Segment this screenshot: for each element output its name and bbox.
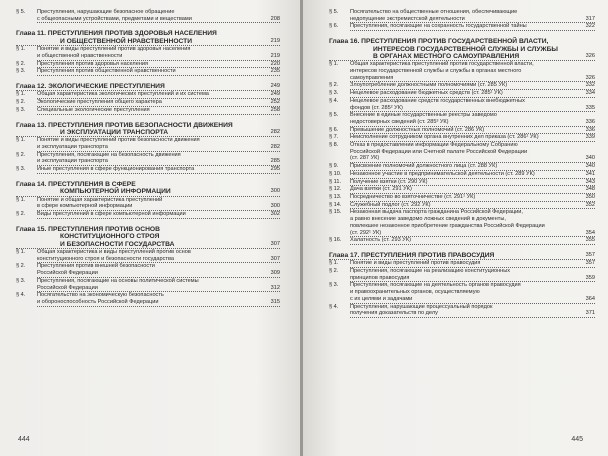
toc-section-entry [329, 260, 595, 268]
section-title: Иные преступления в сфере функционирования транспорта [37, 166, 195, 173]
toc-section-entry [329, 112, 595, 119]
toc-section-entry [16, 46, 280, 53]
chapter-heading [16, 30, 280, 37]
toc-entry-continuation [350, 289, 595, 296]
toc-entry-continuation [350, 223, 595, 230]
toc-section-entry [329, 268, 595, 275]
toc-section-entry [329, 303, 595, 311]
section-number: § 5. [329, 9, 339, 15]
section-title: Дача взятки (ст. 291 УК) [350, 186, 412, 193]
page-reference: 355 [585, 237, 595, 244]
chapter-heading [16, 122, 280, 129]
toc-section-entry [329, 170, 595, 179]
section-title: с их целями и задачами [350, 295, 413, 302]
toc-entry-continuation [350, 105, 595, 113]
section-title: повлекшее незаконное приобретение гражданства Российской Федерации [350, 222, 545, 229]
toc-section-entry [329, 178, 595, 187]
page-reference: 300 [270, 203, 280, 210]
section-title: Преступления, посягающие на реализацию конституционных [350, 268, 511, 275]
section-number: § 8. [329, 142, 339, 149]
right-page [303, 0, 608, 456]
toc-entry-continuation [37, 203, 280, 211]
toc-section-entry [329, 97, 595, 105]
page-reference: 340 [585, 163, 595, 170]
toc-entry-continuation [37, 16, 280, 24]
section-title: Посягательство на экономическую безопасность [37, 292, 164, 299]
section-number: § 2. [329, 82, 339, 89]
chapter-title: ИНТЕРЕСОВ ГОСУДАРСТВЕННОЙ СЛУЖБЫ И СЛУЖБЫ [373, 45, 558, 53]
toc-section-entry [329, 163, 595, 171]
page-reference: 343 [585, 178, 595, 185]
section-title: Нецелевое расходование средств государственных внебюджетных [350, 97, 525, 104]
section-number: § 2. [329, 268, 339, 275]
page-reference: 300 [270, 188, 280, 195]
section-number: § 6. [329, 23, 339, 30]
section-title: Незаконное участие в предпринимательской деятельности (ст. 289 УК) [350, 170, 535, 177]
toc-section-entry [329, 237, 595, 245]
page-reference: 307 [270, 255, 280, 262]
section-title: а равно внесение заведомо ложных сведений в документы, [350, 216, 506, 223]
section-title: Преступления против здоровья населения [37, 60, 149, 67]
toc-entry-continuation [350, 275, 595, 283]
toc-entry-continuation [37, 270, 280, 278]
page-reference: 326 [585, 74, 595, 81]
section-number: § 7. [329, 134, 339, 141]
toc-section-entry [329, 193, 595, 202]
section-title: в сфере компьютерной информации [37, 203, 133, 210]
toc-entry-continuation [350, 230, 595, 238]
section-number: § 3. [16, 277, 26, 284]
chapter-title: Глава 13. ПРЕСТУПЛЕНИЯ ПРОТИВ БЕЗОПАСНОСТИ ДВИЖЕНИЯ [16, 121, 233, 129]
section-number: § 16. [329, 237, 342, 244]
page-reference: 235 [270, 68, 280, 75]
toc-section-entry [16, 277, 280, 285]
toc-entry-continuation [350, 68, 595, 75]
section-title: Преступления, посягающие на основы политической системы [37, 277, 199, 284]
toc-entry-continuation [350, 119, 595, 127]
page-number-left: 444 [18, 436, 30, 443]
page-reference: 302 [270, 211, 280, 218]
page-reference: 359 [585, 274, 595, 281]
page-reference: 336 [585, 118, 595, 125]
page-reference: 336 [585, 126, 595, 133]
chapter-heading [16, 38, 280, 46]
section-title: Преступления против внешней безопасности [37, 263, 155, 270]
section-number: § 6. [329, 126, 339, 133]
section-title: и правоохранительных органов, осуществляемую [350, 289, 480, 296]
page-reference: 282 [270, 128, 280, 135]
left-page [0, 0, 302, 456]
section-number: § 2. [16, 60, 26, 67]
page-reference: 312 [270, 284, 280, 291]
section-number: § 5. [329, 112, 339, 119]
page-reference: 315 [270, 298, 280, 305]
toc-section-entry [16, 151, 280, 159]
chapter-title: И ЭКСПЛУАТАЦИИ ТРАНСПОРТА [60, 128, 169, 136]
section-title: Отказ в предоставлении информации Федеральному Собранию [350, 142, 518, 149]
chapter-title: Глава 17. ПРЕСТУПЛЕНИЯ ПРОТИВ ПРАВОСУДИЯ [329, 251, 495, 259]
page-reference: 326 [585, 52, 595, 59]
page-reference: 208 [270, 15, 280, 22]
chapter-heading [329, 46, 595, 53]
chapter-title: Глава 16. ПРЕСТУПЛЕНИЯ ПРОТИВ ГОСУДАРСТВЕННОЙ ВЛАСТИ, [329, 38, 549, 46]
section-number: § 1. [16, 137, 26, 144]
section-title: Преступления, посягающие на сохранность государственной тайны [350, 23, 527, 30]
section-number: § 1. [16, 196, 26, 203]
chapter-title: КОМПЬЮТЕРНОЙ ИНФОРМАЦИИ [60, 188, 171, 196]
page-reference: 332 [585, 82, 595, 89]
section-title: и общественной нравственности [37, 52, 123, 59]
chapter-title: Глава 12. ЭКОЛОГИЧЕСКИЕ ПРЕСТУПЛЕНИЯ [16, 83, 165, 91]
chapter-title: Глава 11. ПРЕСТУПЛЕНИЯ ПРОТИВ ЗДОРОВЬЯ НАСЕЛЕНИЯ [16, 30, 217, 38]
toc-section-entry [16, 292, 280, 299]
page-reference: 249 [270, 83, 280, 90]
section-title: Посредничество во взяточничестве (ст. 291¹ УК) [350, 193, 476, 200]
section-number: § 4. [329, 97, 339, 104]
section-title: Российской Федерации или Счетной палате Российской Федерации [350, 148, 528, 155]
toc-section-entry [329, 23, 595, 31]
section-number: § 1. [329, 61, 339, 68]
toc-entry-continuation [350, 149, 595, 156]
table-of-contents-right [329, 9, 595, 318]
toc-section-entry [16, 68, 280, 76]
section-title: Преступления, нарушающие безопасное обращение [37, 9, 175, 15]
page-reference: 354 [585, 229, 595, 236]
section-title: Незаконная выдача паспорта гражданина Российской Федерации, [350, 209, 523, 216]
section-title: Преступления, нарушающие процессуальный порядок [350, 303, 493, 310]
section-number: § 2. [16, 151, 26, 158]
section-title: получения доказательств по делу [350, 310, 438, 317]
section-number: § 3. [16, 106, 26, 113]
page-reference: 219 [270, 52, 280, 59]
section-number: § 2. [16, 211, 26, 218]
section-number: § 5. [16, 9, 26, 15]
section-title: Специальные экологические преступления [37, 106, 150, 113]
section-number: § 1. [16, 249, 26, 256]
section-title: Злоупотребление должностными полномочиями (ст. 285 УК) [350, 82, 508, 89]
chapter-heading [329, 38, 595, 45]
page-reference: 307 [270, 240, 280, 247]
chapter-title: Глава 14. ПРЕСТУПЛЕНИЯ В СФЕРЕ [16, 180, 136, 188]
section-title: Получение взятки (ст. 290 УК) [350, 178, 428, 185]
chapter-title: И ОБЩЕСТВЕННОЙ НРАВСТВЕННОСТИ [60, 37, 193, 45]
section-title: Виды преступлений в сфере компьютерной информации [37, 211, 186, 218]
page-reference: 348 [585, 186, 595, 193]
toc-entry-continuation [37, 144, 280, 152]
section-title: Понятие и виды преступлений против здоровья населения [37, 46, 191, 53]
section-title: принципов правосудия [350, 274, 410, 281]
toc-entry-continuation [350, 310, 595, 318]
table-of-contents-left [16, 9, 280, 307]
section-title: Российской Федерации [37, 284, 98, 291]
section-number: § 3. [16, 68, 26, 75]
section-title: (ст. 292¹ УК) [350, 229, 382, 236]
section-number: § 2. [16, 263, 26, 270]
section-title: Общая характеристика преступлений против государственной власти, [350, 61, 534, 68]
toc-entry-continuation [37, 285, 280, 293]
section-title: Экологические преступления общего характера [37, 99, 162, 106]
toc-section-entry [16, 99, 280, 107]
section-number: § 1. [16, 91, 26, 98]
toc-section-entry [329, 142, 595, 149]
section-title: Внесение в единые государственные реестры заведомо [350, 112, 497, 119]
section-title: Присвоение полномочий должностного лица (ст. 288 УК) [350, 163, 498, 170]
toc-entry-continuation [37, 158, 280, 166]
page-reference: 352 [585, 201, 595, 208]
page-reference: 295 [270, 166, 280, 173]
section-title: (ст. 287 УК) [350, 155, 380, 162]
section-number: § 14. [329, 201, 342, 208]
page-reference: 285 [270, 158, 280, 165]
toc-entry-continuation [37, 299, 280, 307]
toc-entry-continuation [350, 75, 595, 83]
section-number: § 13. [329, 193, 342, 200]
section-title: Понятие и общая характеристика преступлений [37, 196, 163, 203]
chapter-heading [16, 233, 280, 240]
section-title: с общеопасными устройствами, предметами и веществами [37, 15, 192, 22]
section-title: недопущение экстремистской деятельности [350, 15, 465, 22]
chapter-heading [16, 241, 280, 249]
section-title: Преступления против общественной нравственности [37, 68, 176, 75]
section-title: конституционного строя и безопасности государства [37, 255, 174, 262]
page-reference: 371 [585, 310, 595, 317]
toc-section-entry [16, 137, 280, 144]
section-number: § 4. [329, 303, 339, 310]
toc-section-entry [16, 166, 280, 174]
page-number-right: 445 [571, 436, 583, 443]
section-number: § 9. [329, 163, 339, 170]
toc-section-entry [16, 249, 280, 256]
page-reference: 252 [270, 99, 280, 106]
section-title: недостоверных сведений (ст. 285³ УК) [350, 118, 449, 125]
section-number: § 10. [329, 170, 342, 177]
section-number: § 12. [329, 186, 342, 193]
section-number: § 1. [16, 46, 26, 53]
page-reference: 339 [585, 134, 595, 141]
toc-section-entry [16, 106, 280, 115]
section-title: фондов (ст. 285² УК) [350, 104, 403, 111]
section-number: § 3. [329, 90, 339, 97]
chapter-title: КОНСТИТУЦИОННОГО СТРОЯ [60, 233, 160, 241]
section-title: Преступления, посягающие на безопасность движения [37, 151, 181, 158]
page-reference: 357 [585, 260, 595, 267]
section-number: § 1. [329, 260, 339, 267]
section-number: § 3. [329, 282, 339, 289]
section-title: Понятие и виды преступлений против безопасности движения [37, 137, 200, 144]
page-reference: 309 [270, 270, 280, 277]
chapter-title: В ОРГАНАХ МЕСТНОГО САМОУПРАВЛЕНИЯ [373, 52, 520, 60]
page-reference: 322 [585, 23, 595, 30]
page-reference: 350 [585, 193, 595, 200]
page-reference: 220 [270, 60, 280, 67]
section-title: и эксплуатации транспорта [37, 144, 108, 151]
section-title: интересов государственной службы и службы в органах местного [350, 68, 522, 75]
page-reference: 282 [270, 144, 280, 151]
section-number: § 3. [16, 166, 26, 173]
page-reference: 249 [270, 91, 280, 98]
page-reference: 334 [585, 90, 595, 97]
section-number: § 2. [16, 99, 26, 106]
section-number: § 15. [329, 209, 342, 216]
section-title: самоуправления [350, 74, 394, 81]
section-title: и обороноспособность Российской Федерации [37, 298, 159, 305]
section-number: § 4. [16, 292, 26, 299]
toc-section-entry [329, 90, 595, 98]
section-title: и эксплуатации транспорта [37, 158, 108, 165]
chapter-heading [16, 226, 280, 233]
toc-section-entry [16, 211, 280, 219]
page-reference: 340 [585, 155, 595, 162]
page-reference: 258 [270, 106, 280, 113]
section-title: Посягательство на общественные отношения, обеспечивающие [350, 9, 518, 15]
toc-entry-continuation [350, 296, 595, 304]
chapter-heading [16, 188, 280, 196]
chapter-title: Глава 15. ПРЕСТУПЛЕНИЯ ПРОТИВ ОСНОВ [16, 225, 160, 233]
section-title: Общая характеристика экологических преступлений и их система [37, 91, 209, 98]
section-title: Неисполнение сотрудником органа внутренних дел приказа (ст. 286¹ УК) [350, 134, 539, 141]
section-title: Служебный подлог (ст. 292 УК) [350, 201, 431, 208]
toc-section-entry [329, 82, 595, 90]
page-reference: 317 [585, 15, 595, 22]
toc-section-entry [16, 9, 280, 16]
page-reference: 364 [585, 295, 595, 302]
chapter-title: И БЕЗОПАСНОСТИ ГОСУДАРСТВА [60, 240, 175, 248]
page-reference: 219 [270, 37, 280, 44]
toc-entry-continuation [350, 216, 595, 223]
toc-section-entry [329, 282, 595, 289]
section-title: Превышение должностных полномочий (ст. 286 УК) [350, 126, 485, 133]
section-title: Общая характеристика и виды преступлений против основ [37, 249, 191, 256]
section-title: Преступления, посягающие на деятельность органов правосудия [350, 282, 521, 289]
toc-section-entry [329, 126, 595, 135]
toc-section-entry [329, 186, 595, 194]
section-title: Нецелевое расходование бюджетных средств (ст. 285¹ УК) [350, 90, 503, 97]
toc-section-entry [329, 9, 595, 16]
section-number: § 11. [329, 178, 342, 185]
toc-section-entry [329, 134, 595, 142]
toc-section-entry [16, 91, 280, 99]
section-title: Халатность (ст. 293 УК) [350, 237, 411, 244]
page-reference: 357 [585, 251, 595, 258]
page-reference: 335 [585, 104, 595, 111]
section-title: Российской Федерации [37, 270, 98, 277]
toc-entry-continuation [37, 53, 280, 61]
page-reference: 341 [585, 170, 595, 177]
section-title: Понятие и виды преступлений против правосудия [350, 260, 481, 267]
